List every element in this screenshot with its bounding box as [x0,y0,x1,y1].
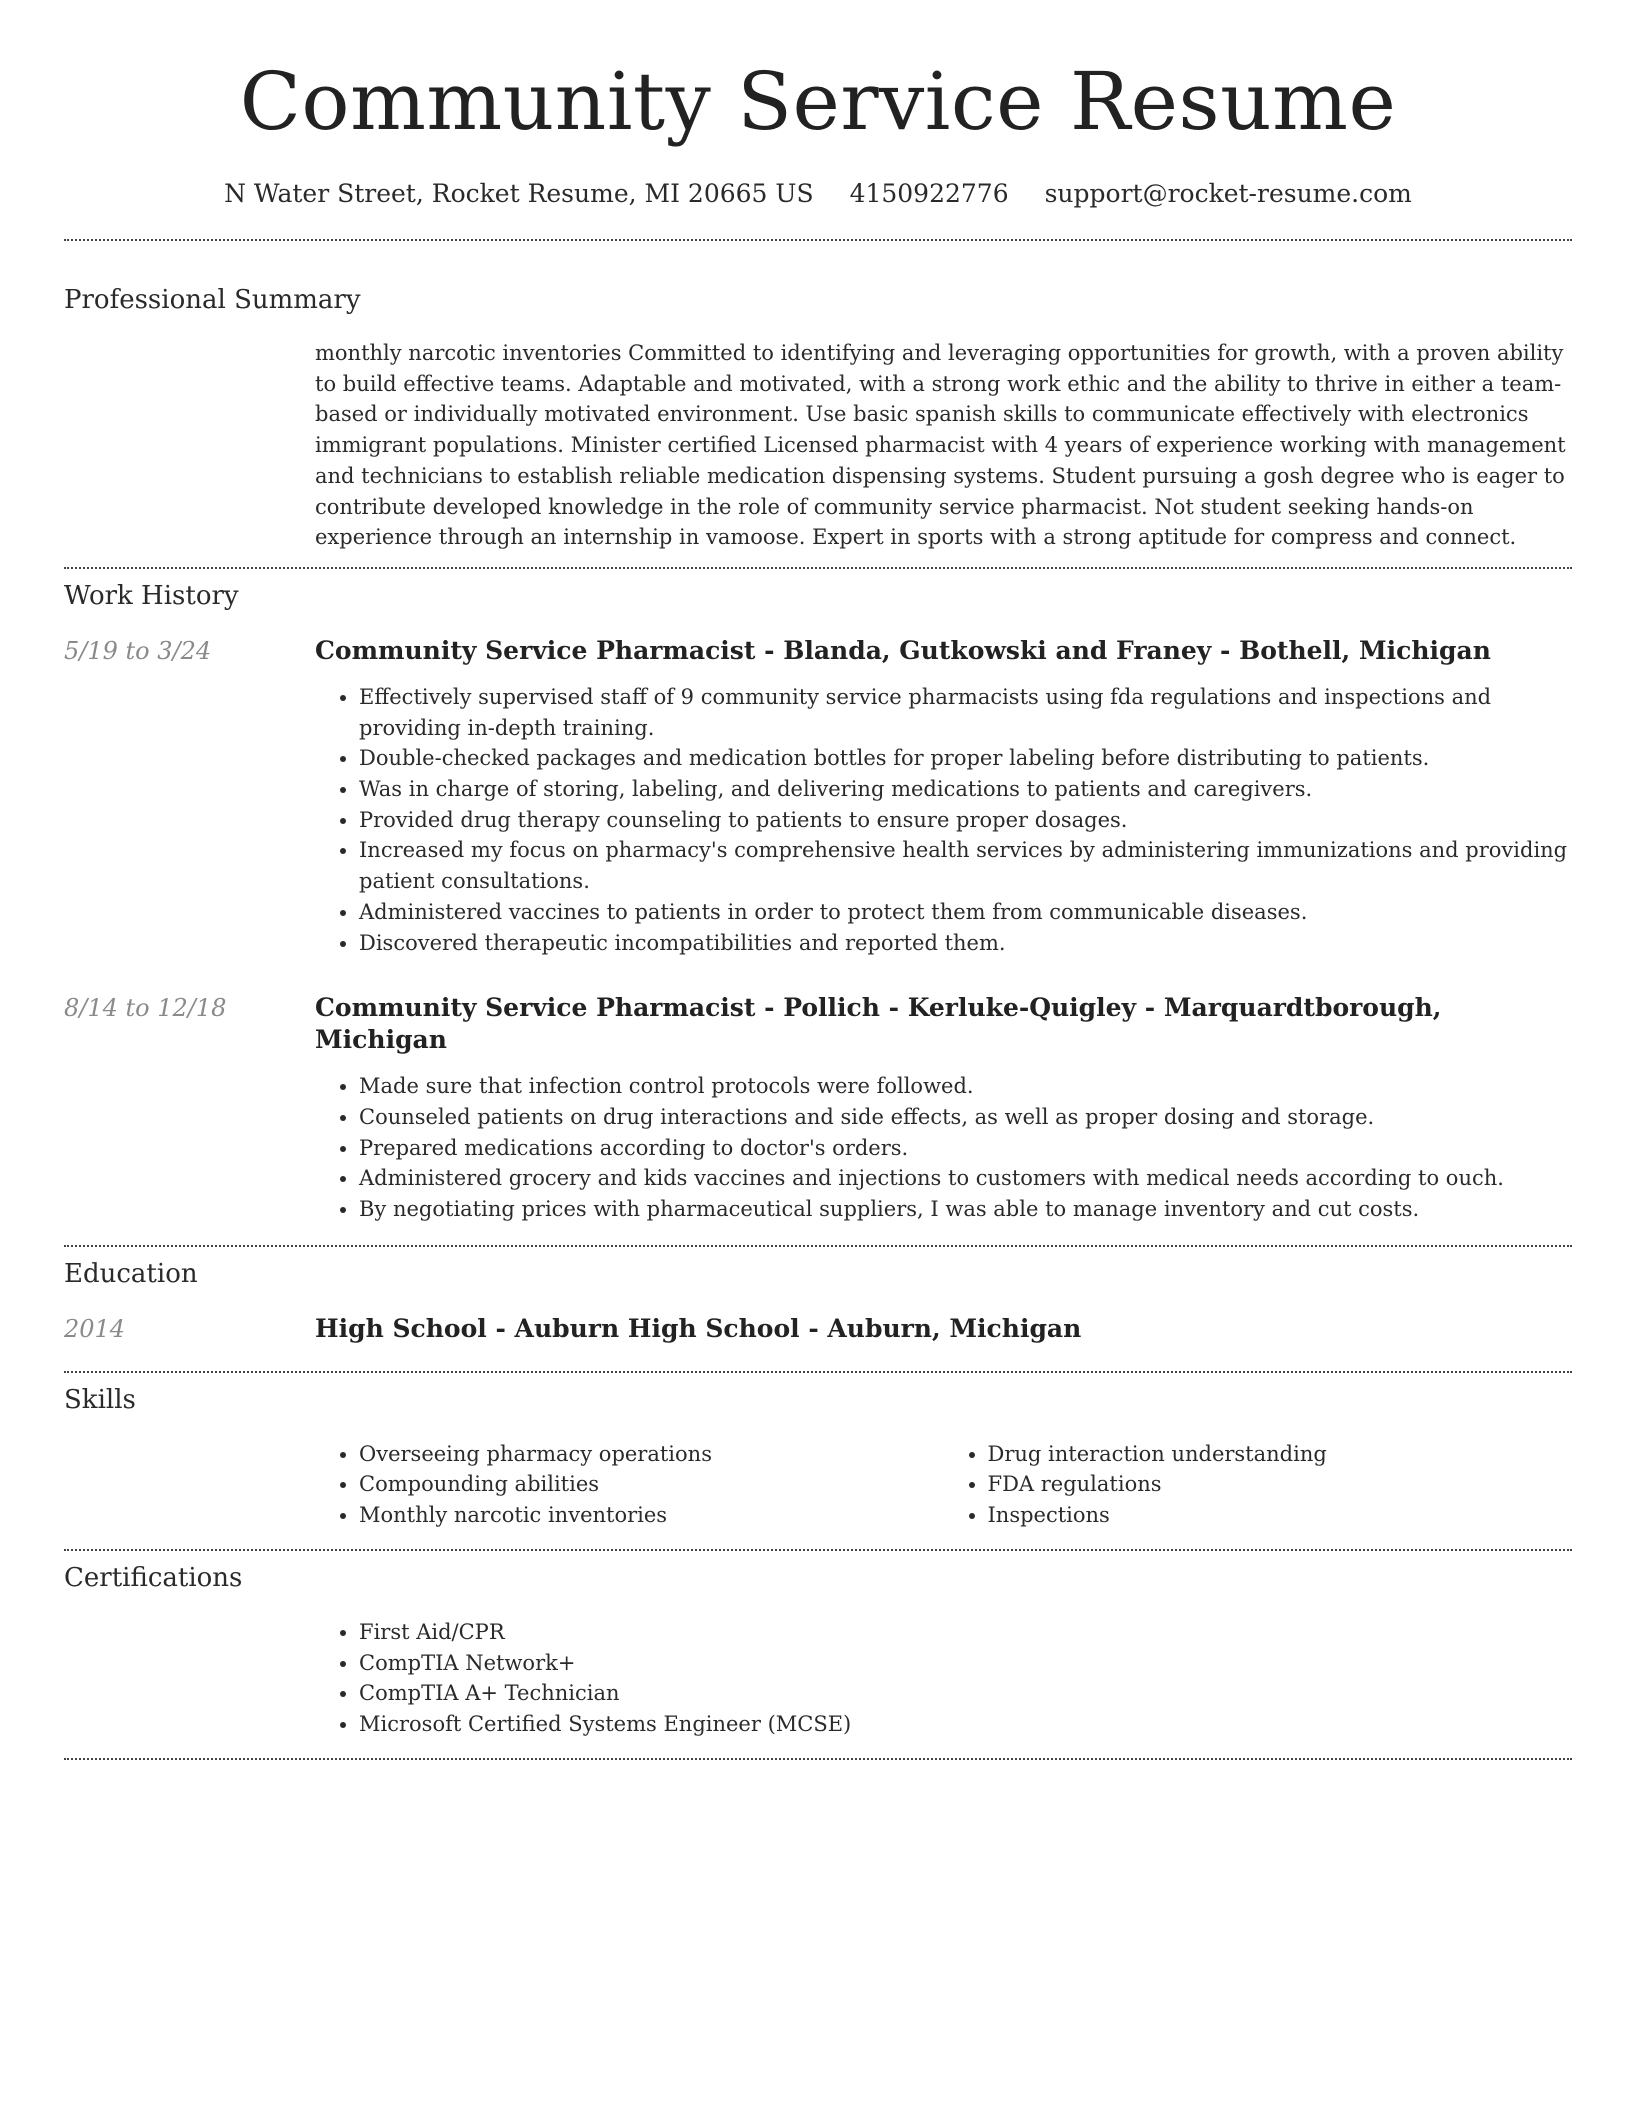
list-item: • By negotiating prices with pharmaceutical suppliers, I was able to manage inventory and cut costs. [359,1194,1572,1225]
section-divider [64,1549,1572,1551]
section-divider [64,239,1572,241]
job-title: Community Service Pharmacist - Pollich - Kerluke-Quigley - Marquardtborough, Michigan [315,993,1442,1055]
list-item: • CompTIA Network+ [359,1648,1572,1679]
list-item: • Inspections [988,1500,1573,1531]
work-entry [64,635,1572,958]
section-divider [64,1371,1572,1373]
summary-block [315,338,1572,553]
email-link[interactable]: support@rocket-resume.com [1044,179,1412,208]
list-item: • Administered grocery and kids vaccines and injections to customers with medical needs according to ouch. [359,1163,1572,1194]
education-title: High School - Auburn High School - Auburn, Michigan [315,1313,1082,1343]
list-item: • Effectively supervised staff of 9 community service pharmacists using fda regulations and inspections and providing in-depth training. [359,682,1572,743]
work-entry [64,992,1572,1225]
education-dates: 2014 [64,1314,126,1343]
list-item: • Counseled patients on drug interactions and side effects, as well as proper dosing and storage. [359,1102,1572,1133]
list-item: • Prepared medications according to doctor's orders. [359,1133,1572,1164]
section-title-skills: Skills [64,1384,136,1415]
section-divider [64,1758,1572,1760]
summary-text: monthly narcotic inventories Committed to identifying and leveraging opportunities for growth, with a proven ability to build effective teams. Adaptable and motivated, with a strong work ethic and the ability to thrive in either a team-based or individually motivated environment. Use basic spanish skills to communicate effectively with electronics immigrant populations. Minister certified Licensed pharmacist with 4 years of experience working with management and technicians to establish reliable medication dispensing systems. Student pursuing a gosh degree who is eager to contribute developed knowledge in the role of community service pharmacist. Not student seeking hands-on experience through an internship in vamoose. Expert in sports with a strong aptitude for compress and connect. [315,341,1566,550]
work-dates: 8/14 to 12/18 [64,994,227,1023]
work-dates: 5/19 to 3/24 [64,636,212,665]
list-item: • Increased my focus on pharmacy's comprehensive health services by administering immunizations and providing patient consultations. [359,835,1572,896]
job-bullets [315,682,1572,958]
section-divider [64,567,1572,569]
list-item: • First Aid/CPR [359,1617,1572,1648]
section-title-work: Work History [64,580,239,611]
resume-page [64,0,1572,1760]
phone-text: 4150922776 [849,179,1009,208]
list-item: • Drug interaction understanding [988,1439,1573,1470]
resume-header [64,0,1572,210]
list-item: • Provided drug therapy counseling to patients to ensure proper dosages. [359,805,1572,836]
education-entry [64,1313,1572,1345]
section-title-certifications: Certifications [64,1562,243,1593]
job-title: Community Service Pharmacist - Blanda, Gutkowski and Franey - Bothell, Michigan [315,635,1491,665]
list-item: • Double-checked packages and medication bottles for proper labeling before distributing to patients. [359,743,1572,774]
list-item: • FDA regulations [988,1469,1573,1500]
section-title-summary: Professional Summary [64,285,361,315]
certifications-block [315,1617,1572,1740]
job-bullets [315,1071,1572,1225]
skills-list-right [944,1439,1573,1531]
list-item: • Made sure that infection control protocols were followed. [359,1071,1572,1102]
certifications-list [315,1617,1572,1740]
list-item: • Compounding abilities [359,1469,944,1500]
list-item: • Monthly narcotic inventories [359,1500,944,1531]
list-item: • Overseeing pharmacy operations [359,1439,944,1470]
skills-list-left [315,1439,944,1531]
list-item: • Was in charge of storing, labeling, and delivering medications to patients and caregivers. [359,774,1572,805]
section-divider [64,1245,1572,1247]
list-item: • Microsoft Certified Systems Engineer (MCSE) [359,1709,1572,1740]
page-title: Community Service Resume [239,55,1397,148]
section-title-education: Education [64,1258,198,1289]
list-item: • Administered vaccines to patients in order to protect them from communicable diseases. [359,897,1572,928]
list-item: • CompTIA A+ Technician [359,1678,1572,1709]
skills-block [315,1439,1572,1531]
contact-line [64,178,1572,210]
list-item: • Discovered therapeutic incompatibilities and reported them. [359,928,1572,959]
address-text: N Water Street, Rocket Resume, MI 20665 US [224,179,814,208]
